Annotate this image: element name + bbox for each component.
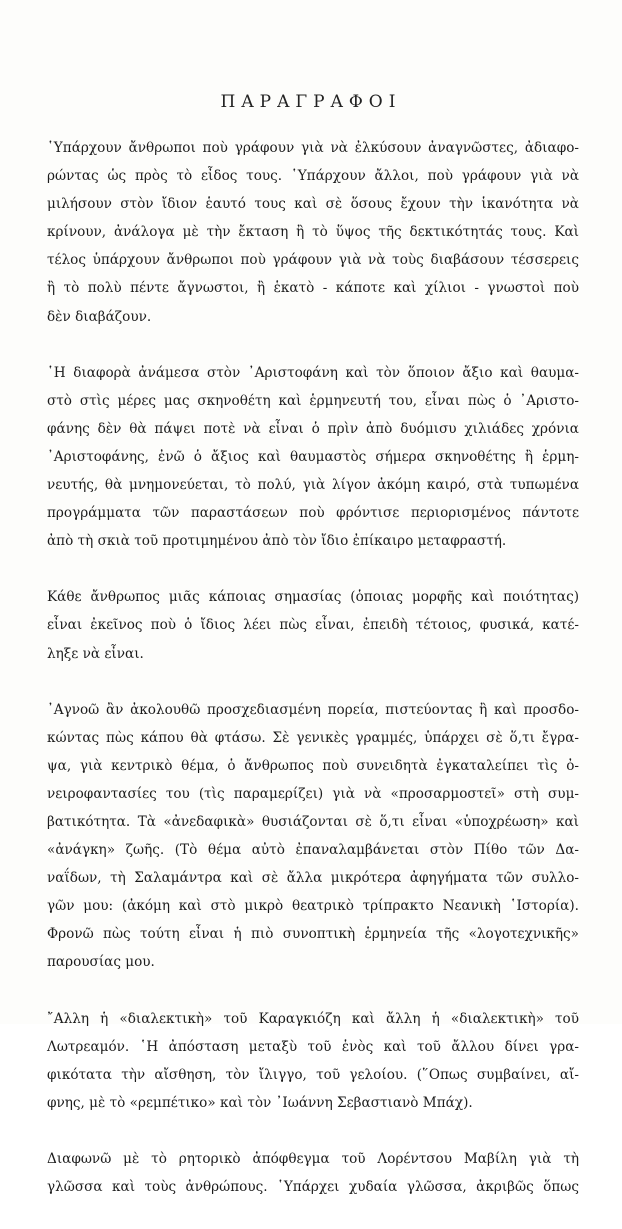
text-line: Κάθε ἄνθρωπος μιᾶς κάποιας σημασίας (ὁποιας μορφῆς καὶ ποιότητας) [47,589,579,606]
text-line: νειροφαντασίες του (τὶς παραμερίζει) γιὰ νὰ «προσαρμοστεῖ» στὴ συμ- [47,785,579,802]
text-line: γῶν μου: (ἀκόμη καὶ στὸ μικρὸ θεατρικὸ τρίπρακτο Νεανικὴ ῾Ιστορία). [47,898,579,915]
text-line: εἶναι ἐκεῖνος ποὺ ὁ ἴδιος λέει πὼς εἶναι, ἐπειδὴ τέτοιος, φυσικά, κατέ- [47,617,579,634]
text-line: Φρονῶ πὼς τούτη εἶναι ἡ πιὸ συνοπτικὴ ἑρμηνεία τῆς «λογοτεχνικῆς» [47,926,579,943]
text-line: ψα, γιὰ κεντρικὸ θέμα, ὁ ἄνθρωπος ποὺ συνειδητὰ ἐγκαταλείπει τὶς ὀ- [47,757,579,774]
paragraph [47,696,579,977]
text-line: τέλος ὑπάρχουν ἄνθρωποι ποὺ γράφουν γιὰ νὰ τοὺς διαβάσουν τέσσερεις [47,252,579,269]
text-line: στὸ στὶς μέρες μας σκηνοθέτη καὶ ἑρμηνευτή του, εἶναι πὼς ὁ ᾿Αριστο- [47,392,579,409]
text-line: φνης, μὲ τὸ «ρεμπέτικο» καὶ τὸν ᾿Ιωάννη Σεβαστιανὸ Μπάχ). [47,1094,473,1111]
text-line: βατικότητα. Τὰ «ἀνεδαφικὰ» θυσιάζονται σὲ ὅ,τι εἶναι «ὑποχρέωση» καὶ [47,813,579,830]
text-line: ᾿Αριστοφάνης, ἐνῶ ὁ ἄξιος καὶ θαυμαστὸς σήμερα σκηνοθέτης ἢ ἑρμη- [47,448,579,465]
text-line: προγράμματα τῶν παραστάσεων ποὺ φρόντισε περιορισμένος πάντοτε [47,505,579,522]
text-line: νευτής, θὰ μνημονεύεται, τὸ πολύ, γιὰ λίγον ἀκόμη καιρό, στὰ τυπωμένα [47,477,579,494]
page-title: ΠΑΡΑΓΡΑΦΟΙ [220,92,402,112]
text-line: Διαφωνῶ μὲ τὸ ρητορικὸ ἀπόφθεγμα τοῦ Λορέντσου Μαβίλη γιὰ τὴ [47,1150,579,1167]
text-line: ᾿Αγνοῶ ἂν ἀκολουθῶ προσχεδιασμένη πορεία, πιστεύοντας ἢ καὶ προσδο- [47,701,579,718]
text-line: ρώντας ὡς πρὸς τὸ εἶδος τους. ῾Υπάρχουν ἄλλοι, ποὺ γράφουν γιὰ νὰ [47,168,579,185]
text-line: «ἀνάγκη» ζωῆς. (Τὸ θέμα αὐτὸ ἐπαναλαμβάνεται στὸν Πίθο τῶν Δα- [47,842,579,859]
text-line: Λωτρεαμόν. ῾Η ἀπόσταση μεταξὺ τοῦ ἑνὸς καὶ τοῦ ἄλλου δίνει γρα- [47,1038,579,1055]
text-line: ἢ τὸ πολὺ πέντε ἄγνωστοι, ἢ ἑκατὸ - κάποτε καὶ χίλιοι - γνωστοὶ ποὺ [47,280,579,297]
text-line: δὲν διαβάζουν. [47,308,152,325]
text-line: φικότατα τὴν αἴσθηση, τὸν ἴλιγγο, τοῦ γελοίου. (῞Οπως συμβαίνει, αἴ- [47,1066,579,1083]
text-line: γλῶσσα καὶ τοὺς ἀνθρώπους. ῾Υπάρχει χυδαία γλῶσσα, ἀκριβῶς ὅπως [47,1179,579,1195]
text-line: ῾Υπάρχουν ἄνθρωποι ποὺ γράφουν γιὰ νὰ ἐλκύσουν ἀναγνῶστες, ἀδιαφο- [47,140,579,156]
text-line: φάνης δὲν θὰ πάψει ποτὲ νὰ εἶναι ὁ πρὶν ἀπὸ δυόμισυ χιλιάδες χρόνια [47,420,579,437]
page-body [47,134,579,1229]
text-line: μιλήσουν στὸν ἴδιον ἑαυτό τους καὶ σὲ ὅσους ἔχουν τὴν ἱκανότητα νὰ [47,196,579,213]
text-line: ῾Η διαφορὰ ἀνάμεσα στὸν ᾿Αριστοφάνη καὶ τὸν ὅποιον ἄξιο καὶ θαυμα- [47,364,579,381]
text-line: κρίνουν, ἀνάλογα μὲ τὴν ἔκταση ἢ τὸ ὕψος τῆς δεκτικότητάς τους. Καὶ [47,224,579,241]
paragraph [47,359,579,556]
paragraph [47,583,579,667]
text-line: ἀπὸ τὴ σκιὰ τοῦ προτιμημένου ἀπὸ τὸν ἴδιο ἐπίκαιρο μεταφραστή. [47,533,507,550]
text-line: κώντας πὼς κάπου θὰ φτάσω. Σὲ γενικὲς γραμμές, ὑπάρχει σὲ ὅ,τι ἔγρα- [47,729,579,746]
text-line: ληξε νὰ εἶναι. [47,645,144,662]
text-line: παρουσίας μου. [47,954,155,971]
text-line: ῎Αλλη ἡ «διαλεκτικὴ» τοῦ Καραγκιόζη καὶ ἄλλη ἡ «διαλεκτικὴ» τοῦ [47,1010,579,1027]
paragraph [47,134,579,331]
text-line: ναΐδων, τὴ Σαλαμάντρα καὶ σὲ ἄλλα μικρότερα ἀφηγήματα τῶν συλλο- [47,870,579,887]
paragraph [47,1005,579,1117]
paragraph [47,1145,579,1201]
